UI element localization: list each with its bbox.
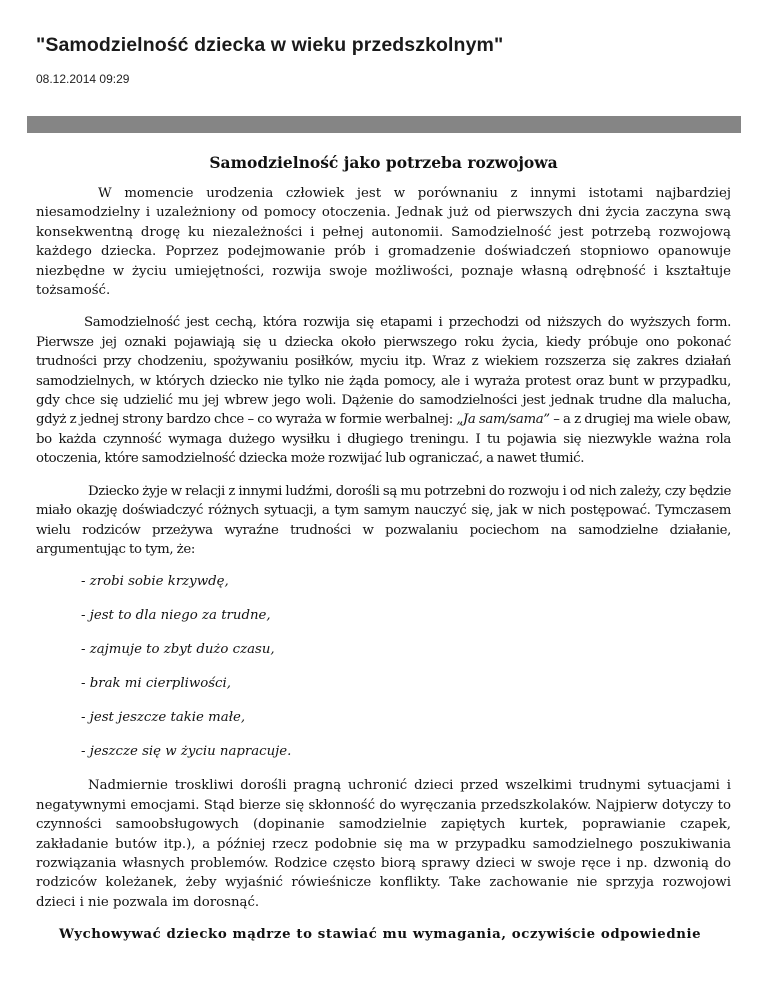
- paragraph-4: Nadmiernie troskliwi dorośli pragną uchronić dzieci przed wszelkimi trudnymi sytuacjami i negatywnymi emocjami. Stąd bierze się skłonność do wyręczania przedszkolaków. Najpierw dotyczy to czynności samoobsługowych (dopinanie samodzielnie zapiętych kurtek, poprawianie czapek, zakładanie butów itp.), a później rzecz podobnie się ma w przypadku samodzielnego poszukiwania rozwiązania własnych problemów. Rodzice często biorą sprawy dzieci w swoje ręce i np. dzwonią do rodziców koleżanek, żeby wyjaśnić rówieśnicze konflikty. Take zachowanie nie sprzyja rozwojowi dzieci i nie pozwala im dorosnąć.: [36, 778, 731, 910]
- list-item: - jest to dla niego za trudne,: [81, 608, 271, 624]
- paragraph-2-quote: „Ja sam/sama”: [456, 412, 550, 428]
- list-item: - brak mi cierpliwości,: [81, 676, 231, 692]
- article-body: [36, 140, 731, 958]
- paragraph-3: Dziecko żyje w relacji z innymi ludźmi, dorośli są mu potrzebni do rozwoju i od nich zależy, czy będzie miało okazję doświadczyć różnych sytuacji, a tym samym nauczyć się, jak w nich postępować. Tymczasem wielu rodziców przeżywa wyraźne trudności w pozwalaniu pociechom na samodzielne działanie, argumentując to tym, że:: [36, 483, 731, 557]
- list-item: - zrobi sobie krzywdę,: [81, 574, 229, 590]
- reasons-list: [36, 572, 731, 776]
- page-title: "Samodzielność dziecka w wieku przedszkolnym": [36, 34, 504, 56]
- paragraph-1: W momencie urodzenia człowiek jest w porównaniu z innymi istotami najbardziej niesamodzielny i uzależniony od pomocy otoczenia. Jednak już od pierwszych dni życia zaczyna swą konsekwentną drogę ku niezależności i pełnej autonomii. Samodzielność jest potrzebą rozwojową każdego dziecka. Poprzez podejmowanie prób i gromadzenie doświadczeń stopniowo opanowuje niezbędne w życiu umiejętności, rozwija swoje możliwości, poznaje własną odrębność i kształtuje tożsamość.: [36, 186, 731, 299]
- paragraph-2-text-b: – a z drugiej ma wiele obaw, bo każda czynność wymaga dużego wysiłku i długiego treningu. I tu pojawia się niezwykle ważna rola otoczenia, które samodzielność dziecka może rozwijać lub ograniczać, a nawet tłumić.: [36, 412, 731, 467]
- list-item: - jest jeszcze takie małe,: [81, 710, 246, 726]
- publish-timestamp: 08.12.2014 09:29: [36, 72, 130, 86]
- list-item: - zajmuje to zbyt dużo czasu,: [81, 642, 275, 658]
- paragraph-2-text-a: Samodzielność jest cechą, która rozwija się etapami i przechodzi od niższych do wyższych form. Pierwsze jej oznaki pojawiają się u dziecka około pierwszego roku życia, kiedy próbuje ono pokonać trudności przy chodzeniu, spożywaniu posiłków, myciu itp. Wraz z wiekiem rozszerza się zakres działań samodzielnych, w których dziecko nie tylko nie żąda pomocy, ale i wyraża protest oraz bunt w przypadku, gdy chce się udzielić mu jej wbrew jego woli. Dążenie do samodzielności jest jednak trudne dla malucha, gdyż z jednej strony bardzo chce – co wyraża w formie werbalnej:: [36, 315, 731, 428]
- paragraph-2: [36, 313, 731, 468]
- divider-bar: [27, 116, 741, 133]
- section-heading: Samodzielność jako potrzeba rozwojowa: [209, 153, 558, 172]
- paragraph-5: Wychowywać dziecko mądrze to stawiać mu wymagania, oczywiście odpowiednie: [59, 927, 702, 943]
- list-item: - jeszcze się w życiu napracuje.: [81, 744, 292, 760]
